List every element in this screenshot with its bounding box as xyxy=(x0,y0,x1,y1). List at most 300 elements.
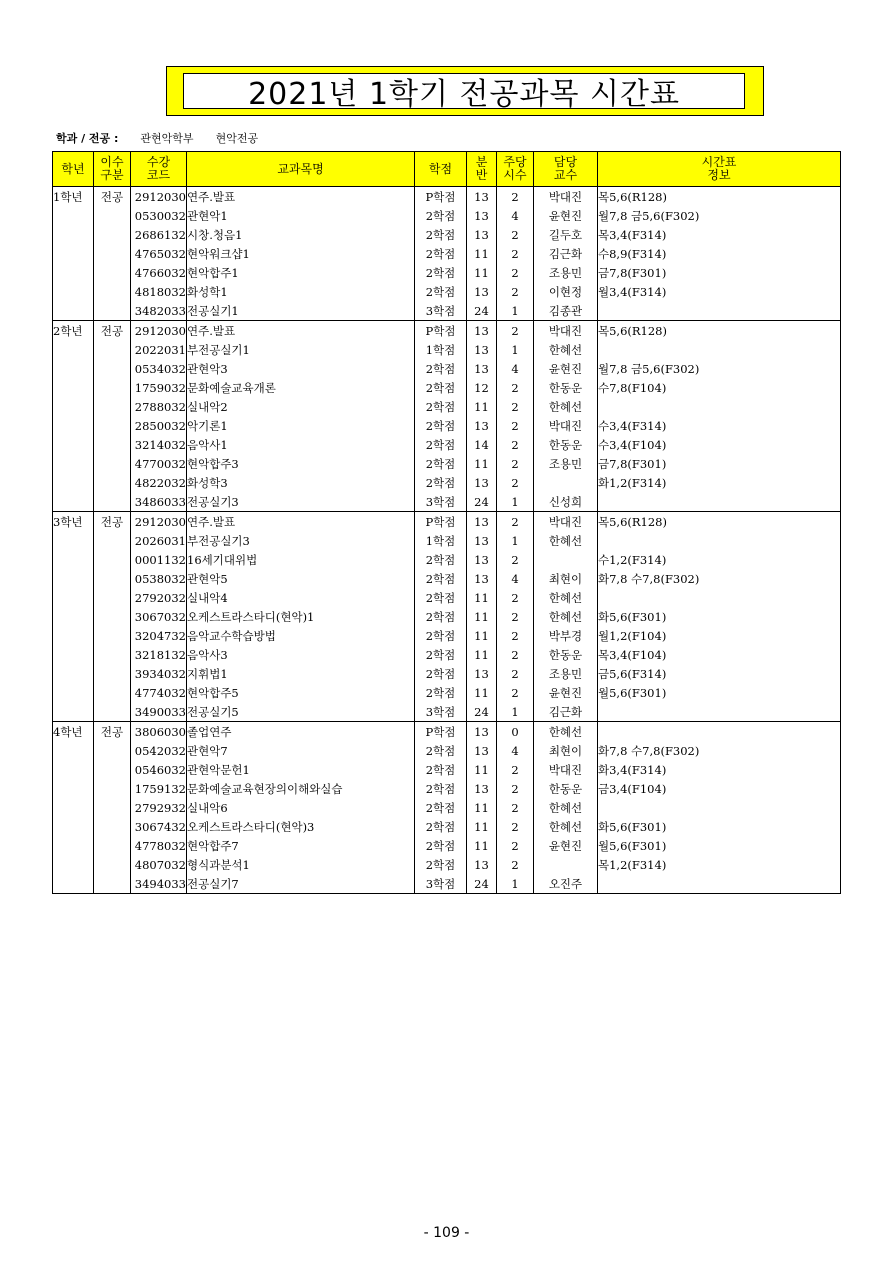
section-cell: 24 xyxy=(467,301,497,321)
type-cell xyxy=(94,416,131,435)
table-row xyxy=(53,263,841,282)
year-cell xyxy=(53,454,94,473)
schedule-cell: 월7,8 금5,6(F302) xyxy=(598,359,841,378)
code-cell: 2792032 xyxy=(131,588,187,607)
table-row xyxy=(53,607,841,626)
professor-cell: 김근화 xyxy=(534,702,598,722)
credit-cell: 2학점 xyxy=(415,244,467,263)
course-name-cell: 연주.발표 xyxy=(187,187,415,207)
year-cell xyxy=(53,607,94,626)
type-cell xyxy=(94,473,131,492)
header-row xyxy=(53,152,841,187)
code-cell: 2686132 xyxy=(131,225,187,244)
type-cell xyxy=(94,836,131,855)
professor-cell: 한혜선 xyxy=(534,798,598,817)
credit-cell: 2학점 xyxy=(415,550,467,569)
professor-cell: 김근화 xyxy=(534,244,598,263)
table-row xyxy=(53,855,841,874)
credit-cell: 2학점 xyxy=(415,798,467,817)
type-cell xyxy=(94,206,131,225)
year-cell xyxy=(53,492,94,512)
table-row xyxy=(53,741,841,760)
table-row xyxy=(53,397,841,416)
code-cell: 3490033 xyxy=(131,702,187,722)
table-row xyxy=(53,702,841,722)
year-cell xyxy=(53,206,94,225)
type-cell xyxy=(94,244,131,263)
course-name-cell: 실내악6 xyxy=(187,798,415,817)
course-name-cell: 실내악4 xyxy=(187,588,415,607)
type-cell xyxy=(94,874,131,894)
professor-cell: 박대진 xyxy=(534,187,598,207)
schedule-cell: 목1,2(F314) xyxy=(598,855,841,874)
course-name-cell: 화성학1 xyxy=(187,282,415,301)
schedule-cell: 월3,4(F314) xyxy=(598,282,841,301)
type-cell xyxy=(94,454,131,473)
credit-cell: 2학점 xyxy=(415,760,467,779)
hours-cell: 2 xyxy=(497,550,534,569)
schedule-cell: 월5,6(F301) xyxy=(598,836,841,855)
professor-cell: 한동운 xyxy=(534,779,598,798)
schedule-cell: 목5,6(R128) xyxy=(598,187,841,207)
schedule-cell: 화7,8 수7,8(F302) xyxy=(598,569,841,588)
table-row xyxy=(53,588,841,607)
schedule-cell: 금7,8(F301) xyxy=(598,263,841,282)
course-name-cell: 오케스트라스타디(현악)1 xyxy=(187,607,415,626)
credit-cell: 2학점 xyxy=(415,282,467,301)
hours-cell: 2 xyxy=(497,187,534,207)
table-row xyxy=(53,301,841,321)
section-cell: 13 xyxy=(467,855,497,874)
credit-cell: 2학점 xyxy=(415,664,467,683)
code-cell: 0538032 xyxy=(131,569,187,588)
hours-cell: 2 xyxy=(497,664,534,683)
year-cell xyxy=(53,359,94,378)
hours-cell: 4 xyxy=(497,359,534,378)
credit-cell: 2학점 xyxy=(415,359,467,378)
course-name-cell: 오케스트라스타디(현악)3 xyxy=(187,817,415,836)
professor-cell: 윤현진 xyxy=(534,359,598,378)
year-cell xyxy=(53,378,94,397)
year-cell xyxy=(53,282,94,301)
course-name-cell: 음악사1 xyxy=(187,435,415,454)
section-cell: 13 xyxy=(467,473,497,492)
schedule-cell: 금5,6(F314) xyxy=(598,664,841,683)
credit-cell: 2학점 xyxy=(415,263,467,282)
table-row xyxy=(53,206,841,225)
section-cell: 11 xyxy=(467,244,497,263)
year-cell xyxy=(53,473,94,492)
section-cell: 11 xyxy=(467,760,497,779)
credit-cell: 2학점 xyxy=(415,626,467,645)
course-name-cell: 16세기대위법 xyxy=(187,550,415,569)
credit-cell: 3학점 xyxy=(415,702,467,722)
code-cell: 1759132 xyxy=(131,779,187,798)
course-name-cell: 악기론1 xyxy=(187,416,415,435)
course-name-cell: 음악교수학습방법 xyxy=(187,626,415,645)
schedule-cell: 화7,8 수7,8(F302) xyxy=(598,741,841,760)
credit-cell: 2학점 xyxy=(415,683,467,702)
professor-cell: 한동운 xyxy=(534,435,598,454)
professor-cell: 박대진 xyxy=(534,416,598,435)
section-cell: 24 xyxy=(467,702,497,722)
department-label: 학과 / 전공 : xyxy=(56,132,119,145)
credit-cell: 2학점 xyxy=(415,473,467,492)
year-cell: 3학년 xyxy=(53,512,94,532)
table-row xyxy=(53,321,841,341)
page-title: 2021년 1학기 전공과목 시간표 xyxy=(183,73,745,109)
code-cell: 2026031 xyxy=(131,531,187,550)
code-cell: 3067432 xyxy=(131,817,187,836)
schedule-cell: 월1,2(F104) xyxy=(598,626,841,645)
professor-cell: 길두호 xyxy=(534,225,598,244)
hours-cell: 1 xyxy=(497,301,534,321)
code-cell: 0530032 xyxy=(131,206,187,225)
type-cell xyxy=(94,435,131,454)
code-cell: 2850032 xyxy=(131,416,187,435)
course-name-cell: 관현악3 xyxy=(187,359,415,378)
credit-cell: 2학점 xyxy=(415,855,467,874)
year-cell xyxy=(53,531,94,550)
year-cell: 1학년 xyxy=(53,187,94,207)
hours-cell: 2 xyxy=(497,378,534,397)
schedule-cell xyxy=(598,340,841,359)
hours-cell: 2 xyxy=(497,416,534,435)
header-time: 시간표 정보 xyxy=(598,152,841,187)
section-cell: 13 xyxy=(467,569,497,588)
year-cell xyxy=(53,874,94,894)
course-name-cell: 문화예술교육개론 xyxy=(187,378,415,397)
section-cell: 11 xyxy=(467,607,497,626)
professor-cell: 박대진 xyxy=(534,321,598,341)
professor-cell: 오진주 xyxy=(534,874,598,894)
course-name-cell: 연주.발표 xyxy=(187,512,415,532)
course-name-cell: 시창.청음1 xyxy=(187,225,415,244)
schedule-cell xyxy=(598,492,841,512)
type-cell xyxy=(94,225,131,244)
hours-cell: 2 xyxy=(497,779,534,798)
table-row xyxy=(53,836,841,855)
major-name: 현악전공 xyxy=(215,132,259,145)
year-cell xyxy=(53,817,94,836)
schedule-cell: 수3,4(F104) xyxy=(598,435,841,454)
schedule-cell: 월5,6(F301) xyxy=(598,683,841,702)
type-cell xyxy=(94,550,131,569)
code-cell: 4807032 xyxy=(131,855,187,874)
code-cell: 4765032 xyxy=(131,244,187,263)
title-banner xyxy=(166,66,764,116)
year-cell: 2학년 xyxy=(53,321,94,341)
section-cell: 11 xyxy=(467,683,497,702)
credit-cell: 3학점 xyxy=(415,301,467,321)
type-cell xyxy=(94,263,131,282)
credit-cell: 3학점 xyxy=(415,492,467,512)
section-cell: 13 xyxy=(467,321,497,341)
professor-cell: 김종관 xyxy=(534,301,598,321)
schedule-cell xyxy=(598,531,841,550)
table-row xyxy=(53,817,841,836)
type-cell xyxy=(94,798,131,817)
hours-cell: 1 xyxy=(497,340,534,359)
professor-cell: 한혜선 xyxy=(534,340,598,359)
type-cell: 전공 xyxy=(94,187,131,207)
code-cell: 0001132 xyxy=(131,550,187,569)
course-name-cell: 관현악1 xyxy=(187,206,415,225)
hours-cell: 2 xyxy=(497,512,534,532)
type-cell xyxy=(94,741,131,760)
year-cell xyxy=(53,683,94,702)
year-cell xyxy=(53,836,94,855)
course-name-cell: 현악합주5 xyxy=(187,683,415,702)
header-section: 분 반 xyxy=(467,152,497,187)
type-cell xyxy=(94,683,131,702)
section-cell: 13 xyxy=(467,722,497,742)
year-cell xyxy=(53,263,94,282)
schedule-cell xyxy=(598,722,841,742)
course-name-cell: 현악합주3 xyxy=(187,454,415,473)
course-name-cell: 현악워크샵1 xyxy=(187,244,415,263)
professor-cell: 한동운 xyxy=(534,378,598,397)
header-type: 이수 구분 xyxy=(94,152,131,187)
department-line xyxy=(56,130,258,146)
schedule-cell xyxy=(598,397,841,416)
hours-cell: 2 xyxy=(497,798,534,817)
code-cell: 3494033 xyxy=(131,874,187,894)
schedule-cell: 월7,8 금5,6(F302) xyxy=(598,206,841,225)
hours-cell: 1 xyxy=(497,874,534,894)
section-cell: 13 xyxy=(467,779,497,798)
hours-cell: 2 xyxy=(497,454,534,473)
table-row xyxy=(53,645,841,664)
credit-cell: 2학점 xyxy=(415,206,467,225)
type-cell xyxy=(94,607,131,626)
code-cell: 2792932 xyxy=(131,798,187,817)
hours-cell: 2 xyxy=(497,282,534,301)
section-cell: 13 xyxy=(467,416,497,435)
credit-cell: 2학점 xyxy=(415,569,467,588)
code-cell: 4774032 xyxy=(131,683,187,702)
professor-cell: 윤현진 xyxy=(534,206,598,225)
course-name-cell: 전공실기1 xyxy=(187,301,415,321)
year-cell xyxy=(53,664,94,683)
schedule-cell: 금7,8(F301) xyxy=(598,454,841,473)
section-cell: 13 xyxy=(467,225,497,244)
code-cell: 1759032 xyxy=(131,378,187,397)
professor-cell: 한혜선 xyxy=(534,722,598,742)
type-cell xyxy=(94,626,131,645)
credit-cell: 2학점 xyxy=(415,607,467,626)
hours-cell: 1 xyxy=(497,702,534,722)
code-cell: 4778032 xyxy=(131,836,187,855)
header-year: 학년 xyxy=(53,152,94,187)
schedule-cell xyxy=(598,702,841,722)
type-cell xyxy=(94,664,131,683)
hours-cell: 2 xyxy=(497,645,534,664)
table-row xyxy=(53,722,841,742)
professor-cell: 박대진 xyxy=(534,512,598,532)
table-row xyxy=(53,378,841,397)
credit-cell: 3학점 xyxy=(415,874,467,894)
code-cell: 4822032 xyxy=(131,473,187,492)
year-cell xyxy=(53,798,94,817)
professor-cell: 신성희 xyxy=(534,492,598,512)
type-cell xyxy=(94,569,131,588)
professor-cell: 한동운 xyxy=(534,645,598,664)
type-cell xyxy=(94,855,131,874)
schedule-cell: 화3,4(F314) xyxy=(598,760,841,779)
section-cell: 11 xyxy=(467,263,497,282)
code-cell: 4770032 xyxy=(131,454,187,473)
course-name-cell: 실내악2 xyxy=(187,397,415,416)
code-cell: 2912030 xyxy=(131,321,187,341)
section-cell: 13 xyxy=(467,187,497,207)
course-name-cell: 부전공실기3 xyxy=(187,531,415,550)
table-row xyxy=(53,512,841,532)
year-cell: 4학년 xyxy=(53,722,94,742)
timetable xyxy=(52,151,841,894)
hours-cell: 2 xyxy=(497,817,534,836)
header-credit: 학점 xyxy=(415,152,467,187)
type-cell xyxy=(94,760,131,779)
credit-cell: 2학점 xyxy=(415,836,467,855)
section-cell: 14 xyxy=(467,435,497,454)
section-cell: 13 xyxy=(467,206,497,225)
section-cell: 24 xyxy=(467,492,497,512)
type-cell xyxy=(94,817,131,836)
section-cell: 11 xyxy=(467,626,497,645)
professor-cell: 한혜선 xyxy=(534,607,598,626)
hours-cell: 2 xyxy=(497,473,534,492)
professor-cell: 조용민 xyxy=(534,454,598,473)
section-cell: 11 xyxy=(467,645,497,664)
credit-cell: 2학점 xyxy=(415,397,467,416)
code-cell: 3067032 xyxy=(131,607,187,626)
credit-cell: P학점 xyxy=(415,722,467,742)
credit-cell: 2학점 xyxy=(415,817,467,836)
year-cell xyxy=(53,702,94,722)
hours-cell: 2 xyxy=(497,263,534,282)
code-cell: 3486033 xyxy=(131,492,187,512)
schedule-cell: 화5,6(F301) xyxy=(598,607,841,626)
professor-cell: 박대진 xyxy=(534,760,598,779)
code-cell: 3204732 xyxy=(131,626,187,645)
hours-cell: 2 xyxy=(497,435,534,454)
professor-cell: 윤현진 xyxy=(534,683,598,702)
course-name-cell: 지휘법1 xyxy=(187,664,415,683)
code-cell: 3806030 xyxy=(131,722,187,742)
type-cell: 전공 xyxy=(94,321,131,341)
table-row xyxy=(53,531,841,550)
credit-cell: P학점 xyxy=(415,187,467,207)
credit-cell: 2학점 xyxy=(415,378,467,397)
credit-cell: 2학점 xyxy=(415,435,467,454)
year-cell xyxy=(53,855,94,874)
professor-cell: 한혜선 xyxy=(534,397,598,416)
table-row xyxy=(53,340,841,359)
year-cell xyxy=(53,397,94,416)
table-row xyxy=(53,282,841,301)
table-row xyxy=(53,683,841,702)
table-row xyxy=(53,359,841,378)
section-cell: 11 xyxy=(467,836,497,855)
hours-cell: 2 xyxy=(497,760,534,779)
credit-cell: P학점 xyxy=(415,321,467,341)
professor-cell: 최현이 xyxy=(534,741,598,760)
professor-cell: 박부경 xyxy=(534,626,598,645)
type-cell: 전공 xyxy=(94,512,131,532)
hours-cell: 2 xyxy=(497,225,534,244)
section-cell: 13 xyxy=(467,282,497,301)
course-name-cell: 전공실기3 xyxy=(187,492,415,512)
section-cell: 11 xyxy=(467,397,497,416)
hours-cell: 4 xyxy=(497,569,534,588)
section-cell: 12 xyxy=(467,378,497,397)
code-cell: 0534032 xyxy=(131,359,187,378)
table-row xyxy=(53,473,841,492)
table-row xyxy=(53,664,841,683)
code-cell: 2912030 xyxy=(131,512,187,532)
section-cell: 13 xyxy=(467,664,497,683)
credit-cell: 2학점 xyxy=(415,225,467,244)
type-cell xyxy=(94,397,131,416)
hours-cell: 4 xyxy=(497,741,534,760)
course-name-cell: 화성학3 xyxy=(187,473,415,492)
professor-cell: 한혜선 xyxy=(534,531,598,550)
schedule-cell: 화1,2(F314) xyxy=(598,473,841,492)
schedule-cell: 목3,4(F314) xyxy=(598,225,841,244)
professor-cell: 조용민 xyxy=(534,263,598,282)
code-cell: 0546032 xyxy=(131,760,187,779)
hours-cell: 1 xyxy=(497,531,534,550)
course-name-cell: 형식과분석1 xyxy=(187,855,415,874)
type-cell xyxy=(94,340,131,359)
year-cell xyxy=(53,340,94,359)
professor-cell: 이현정 xyxy=(534,282,598,301)
course-name-cell: 전공실기5 xyxy=(187,702,415,722)
credit-cell: P학점 xyxy=(415,512,467,532)
code-cell: 2022031 xyxy=(131,340,187,359)
course-name-cell: 관현악7 xyxy=(187,741,415,760)
hours-cell: 0 xyxy=(497,722,534,742)
code-cell: 3214032 xyxy=(131,435,187,454)
code-cell: 2912030 xyxy=(131,187,187,207)
schedule-cell: 금3,4(F104) xyxy=(598,779,841,798)
code-cell: 3934032 xyxy=(131,664,187,683)
code-cell: 4818032 xyxy=(131,282,187,301)
hours-cell: 2 xyxy=(497,397,534,416)
credit-cell: 1학점 xyxy=(415,340,467,359)
table-row xyxy=(53,626,841,645)
year-cell xyxy=(53,645,94,664)
credit-cell: 1학점 xyxy=(415,531,467,550)
section-cell: 24 xyxy=(467,874,497,894)
professor-cell: 윤현진 xyxy=(534,836,598,855)
code-cell: 0542032 xyxy=(131,741,187,760)
table-row xyxy=(53,798,841,817)
course-name-cell: 부전공실기1 xyxy=(187,340,415,359)
page-number: - 109 - xyxy=(423,1225,470,1241)
hours-cell: 2 xyxy=(497,244,534,263)
table-row xyxy=(53,874,841,894)
table-row xyxy=(53,244,841,263)
code-cell: 3482033 xyxy=(131,301,187,321)
schedule-cell xyxy=(598,874,841,894)
course-name-cell: 전공실기7 xyxy=(187,874,415,894)
course-name-cell: 연주.발표 xyxy=(187,321,415,341)
hours-cell: 2 xyxy=(497,321,534,341)
code-cell: 4766032 xyxy=(131,263,187,282)
schedule-cell: 목5,6(R128) xyxy=(598,512,841,532)
